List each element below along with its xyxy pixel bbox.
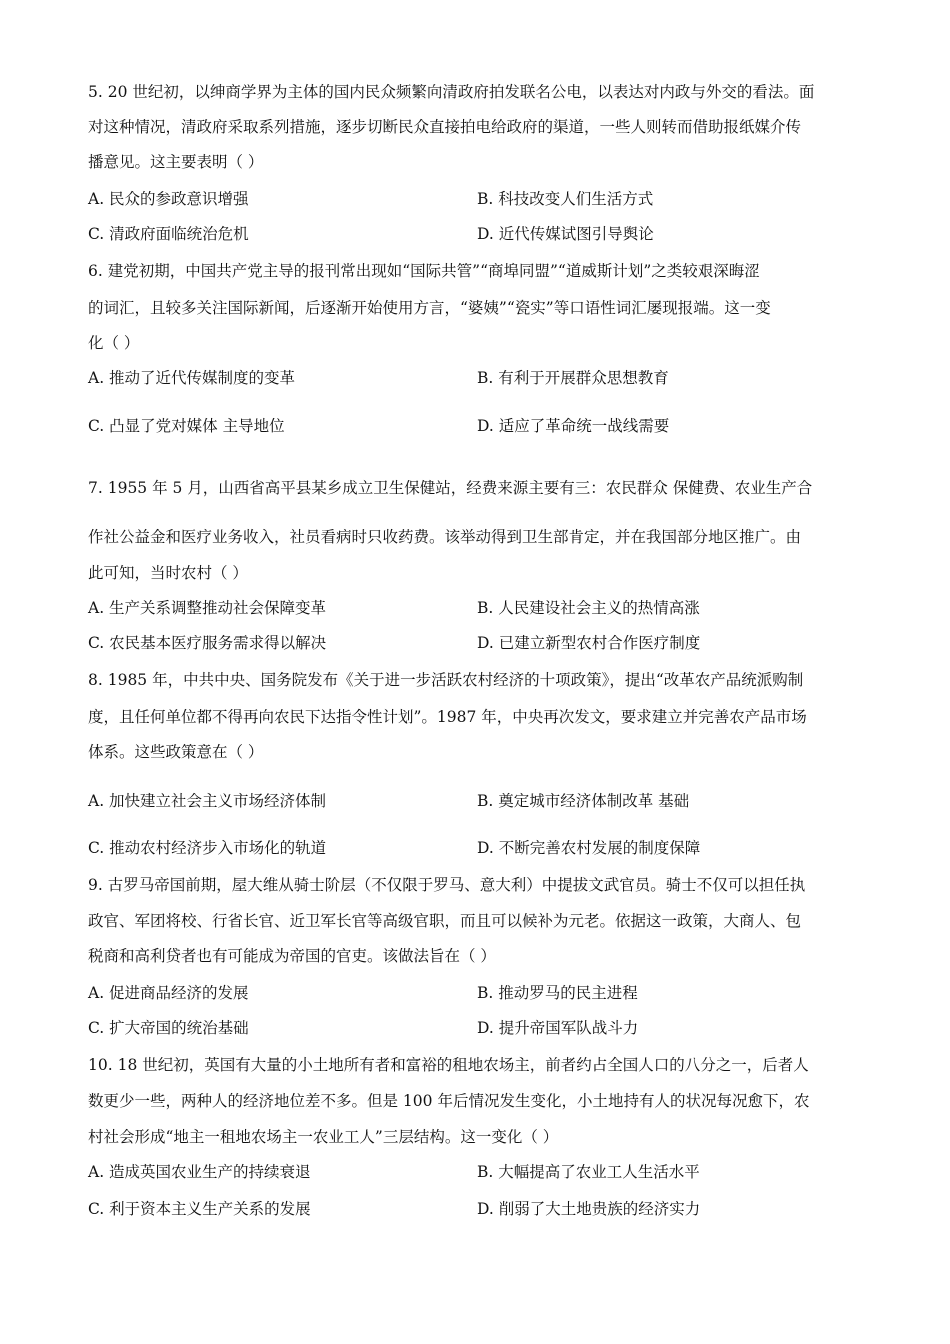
question-5-line-2: 对这种情况，清政府采取系列措施，逐步切断民众直接拍电给政府的渠道，一些人则转而借助报纸媒介传 [88, 118, 802, 136]
question-7-line-2: 作社公益金和医疗业务收入，社员看病时只收药费。该举动得到卫生部肯定，并在我国部分地区推广。由 [88, 528, 802, 546]
question-7-line-1: 7. 1955 年 5 月，山西省高平县某乡成立卫生保健站，经费来源主要有三：农民群众 保健费、农业生产合 [88, 479, 813, 497]
question-10-option-d: D. 削弱了大土地贵族的经济实力 [477, 1200, 701, 1218]
question-7-line-3: 此可知，当时农村（ ） [88, 564, 248, 582]
question-10-option-c: C. 利于资本主义生产关系的发展 [88, 1200, 311, 1218]
question-8-option-c: C. 推动农村经济步入市场化的轨道 [88, 839, 327, 857]
question-8-option-b: B. 奠定城市经济体制改革 基础 [477, 792, 690, 810]
question-5-option-a: A. 民众的参政意识增强 [88, 190, 249, 208]
question-6-line-3: 化（ ） [88, 334, 140, 352]
question-7-option-b: B. 人民建设社会主义的热情高涨 [477, 599, 700, 617]
question-10-line-3: 村社会形成“地主一租地农场主一农业工人”三层结构。这一变化（ ） [88, 1128, 559, 1146]
question-9-option-b: B. 推动罗马的民主进程 [477, 984, 638, 1002]
question-9-option-a: A. 促进商品经济的发展 [88, 984, 249, 1002]
question-8-option-a: A. 加快建立社会主义市场经济体制 [88, 792, 327, 810]
question-7-option-c: C. 农民基本医疗服务需求得以解决 [88, 634, 327, 652]
question-6-line-2: 的词汇，且较多关注国际新闻，后逐渐开始使用方言，“婆姨”“瓷实”等口语性词汇屡现报端。这一变 [88, 299, 771, 317]
question-9-line-3: 税商和高利贷者也有可能成为帝国的官吏。该做法旨在（ ） [88, 947, 496, 965]
question-7-option-d: D. 已建立新型农村合作医疗制度 [477, 634, 701, 652]
question-6-option-d: D. 适应了革命统一战线需要 [477, 417, 670, 435]
question-6-line-1: 6. 建党初期，中国共产党主导的报刊常出现如“国际共管”“商埠同盟”“道威斯计划”之类较艰深晦涩 [88, 262, 760, 280]
question-10-option-a: A. 造成英国农业生产的持续衰退 [88, 1163, 311, 1181]
question-8-line-3: 体系。这些政策意在（ ） [88, 743, 264, 761]
question-6-option-a: A. 推动了近代传媒制度的变革 [88, 369, 296, 387]
question-9-line-1: 9. 古罗马帝国前期，屋大维从骑士阶层（不仅限于罗马、意大利）中提拔文武官员。骑士不仅可以担任执 [88, 876, 806, 894]
question-9-option-d: D. 提升帝国军队战斗力 [477, 1019, 639, 1037]
question-5-option-d: D. 近代传媒试图引导舆论 [477, 225, 654, 243]
question-5-line-3: 播意见。这主要表明（ ） [88, 153, 264, 171]
question-5-line-1: 5. 20 世纪初，以绅商学界为主体的国内民众频繁向清政府拍发联名公电，以表达对内政与外交的看法。面 [88, 83, 815, 101]
question-9-option-c: C. 扩大帝国的统治基础 [88, 1019, 249, 1037]
question-5-option-c: C. 清政府面临统治危机 [88, 225, 249, 243]
question-5-option-b: B. 科技改变人们生活方式 [477, 190, 654, 208]
question-10-option-b: B. 大幅提高了农业工人生活水平 [477, 1163, 700, 1181]
question-8-line-1: 8. 1985 年，中共中央、国务院发布《关于进一步活跃农村经济的十项政策》，提出“改革农产品统派购制 [88, 671, 804, 689]
question-7-option-a: A. 生产关系调整推动社会保障变革 [88, 599, 327, 617]
question-9-line-2: 政官、军团将校、行省长官、近卫军长官等高级官职，而且可以候补为元老。依据这一政策，大商人、包 [88, 912, 802, 930]
question-6-option-c: C. 凸显了党对媒体 主导地位 [88, 417, 285, 435]
question-8-option-d: D. 不断完善农村发展的制度保障 [477, 839, 701, 857]
question-8-line-2: 度，且任何单位都不得再向农民下达指令性计划”。1987 年，中央再次发文，要求建立并完善农产品市场 [88, 708, 807, 726]
question-6-option-b: B. 有利于开展群众思想教育 [477, 369, 669, 387]
question-10-line-1: 10. 18 世纪初，英国有大量的小土地所有者和富裕的租地农场主，前者约占全国人口的八分之一，后者人 [88, 1056, 809, 1074]
question-10-line-2: 数更少一些，两种人的经济地位差不多。但是 100 年后情况发生变化，小土地持有人的状况每况愈下，农 [88, 1092, 810, 1110]
